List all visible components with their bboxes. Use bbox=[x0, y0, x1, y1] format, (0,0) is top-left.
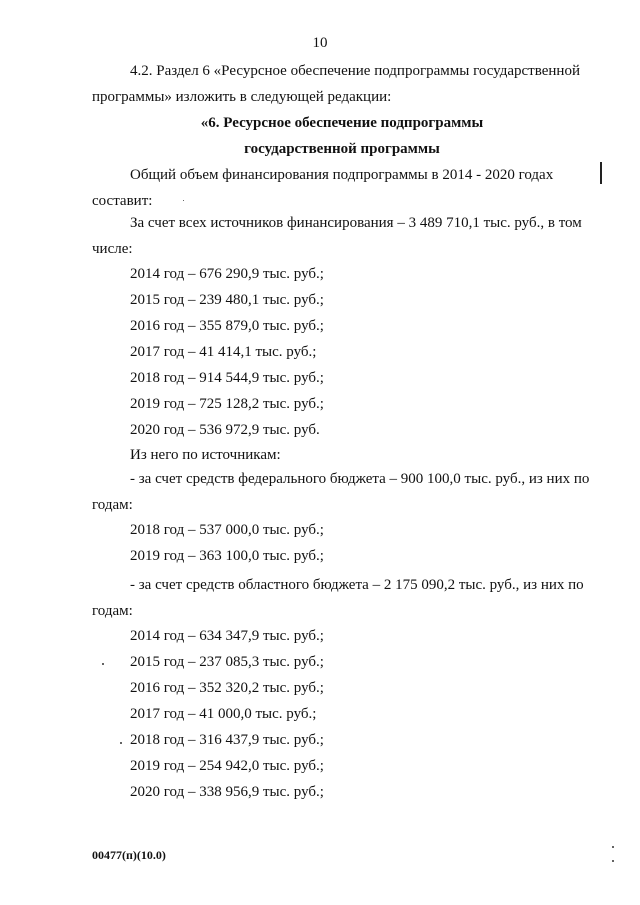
regional-year-2015: 2015 год – 237 085,3 тыс. руб.; bbox=[130, 654, 324, 670]
scan-speck bbox=[183, 200, 184, 201]
by-source-label: Из него по источникам: bbox=[130, 447, 281, 463]
margin-mark bbox=[600, 162, 602, 184]
federal-paragraph bbox=[92, 466, 592, 518]
all-sources-year-2015: 2015 год – 239 480,1 тыс. руб.; bbox=[130, 292, 324, 308]
all-sources-year-2016: 2016 год – 355 879,0 тыс. руб.; bbox=[130, 318, 324, 334]
section-heading bbox=[92, 110, 592, 162]
all-sources-year-2020: 2020 год – 536 972,9 тыс. руб. bbox=[130, 422, 320, 438]
total-line-2: составит: bbox=[92, 193, 153, 209]
regional-line-1: - за счет средств областного бюджета – 2 175 090,2 тыс. руб., из них по bbox=[130, 577, 584, 593]
federal-year-2018: 2018 год – 537 000,0 тыс. руб.; bbox=[130, 522, 324, 538]
regional-paragraph bbox=[92, 572, 592, 624]
regional-year-2017: 2017 год – 41 000,0 тыс. руб.; bbox=[130, 706, 317, 722]
federal-year-2019: 2019 год – 363 100,0 тыс. руб.; bbox=[130, 548, 324, 564]
intro-line-2: программы» изложить в следующей редакции: bbox=[92, 89, 392, 105]
regional-year-2018: 2018 год – 316 437,9 тыс. руб.; bbox=[130, 732, 324, 748]
all-sources-year-2017: 2017 год – 41 414,1 тыс. руб.; bbox=[130, 344, 317, 360]
regional-year-2019: 2019 год – 254 942,0 тыс. руб.; bbox=[130, 758, 324, 774]
intro-paragraph bbox=[92, 58, 592, 110]
page-number: 10 bbox=[312, 35, 328, 51]
section-heading-line-1: «6. Ресурсное обеспечение подпрограммы bbox=[200, 115, 484, 131]
scan-speck bbox=[612, 860, 614, 862]
federal-line-2: годам: bbox=[92, 497, 133, 513]
all-sources-line-1: За счет всех источников финансирования – 3 489 710,1 тыс. руб., в том bbox=[130, 215, 582, 231]
intro-line-1: 4.2. Раздел 6 «Ресурсное обеспечение подпрограммы государственной bbox=[130, 63, 580, 79]
total-financing-paragraph bbox=[92, 162, 592, 214]
all-sources-year-2019: 2019 год – 725 128,2 тыс. руб.; bbox=[130, 396, 324, 412]
regional-year-2014: 2014 год – 634 347,9 тыс. руб.; bbox=[130, 628, 324, 644]
regional-year-2016: 2016 год – 352 320,2 тыс. руб.; bbox=[130, 680, 324, 696]
federal-line-1: - за счет средств федерального бюджета – 900 100,0 тыс. руб., из них по bbox=[130, 471, 590, 487]
all-sources-year-2014: 2014 год – 676 290,9 тыс. руб.; bbox=[130, 266, 324, 282]
total-line-1: Общий объем финансирования подпрограммы в 2014 - 2020 годах bbox=[130, 167, 554, 183]
all-sources-year-2018: 2018 год – 914 544,9 тыс. руб.; bbox=[130, 370, 324, 386]
regional-year-2020: 2020 год – 338 956,9 тыс. руб.; bbox=[130, 784, 324, 800]
scan-speck bbox=[120, 742, 122, 744]
scan-speck bbox=[612, 846, 614, 848]
all-sources-paragraph bbox=[92, 210, 592, 262]
all-sources-line-2: числе: bbox=[92, 241, 133, 257]
scan-speck bbox=[102, 663, 104, 665]
document-code: 00477(п)(10.0) bbox=[92, 848, 166, 862]
section-heading-line-2: государственной программы bbox=[244, 141, 440, 157]
regional-line-2: годам: bbox=[92, 603, 133, 619]
